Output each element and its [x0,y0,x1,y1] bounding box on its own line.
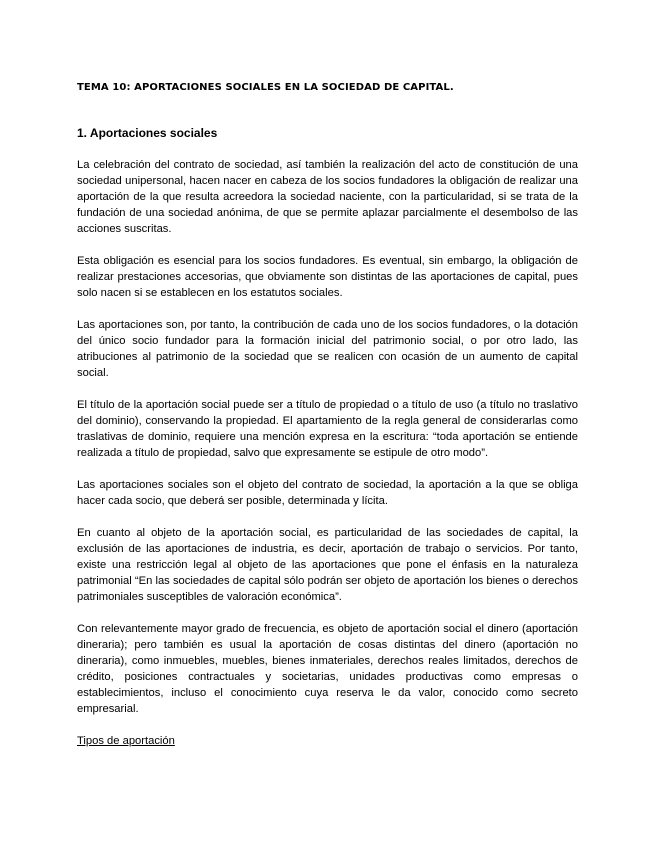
paragraph: Con relevantemente mayor grado de frecuencia, es objeto de aportación social el dinero (aportación dineraria); pero también es usual la aportación de cosas distintas del dinero (aportación no dineraria), como inmuebles, muebles, bienes inmateriales, derechos reales limitados, derechos de crédito, posiciones contractuales y societarias, unidades productivas como empresas o establecimientos, incluso el conocimiento cuya reserva le da valor, conocido como secreto empresarial. [77,623,578,715]
paragraph: Las aportaciones son, por tanto, la contribución de cada uno de los socios fundadores, o la dotación del único socio fundador para la formación inicial del patrimonio social, o por otro lado, las atribuciones al patrimonio de la sociedad que se realicen con ocasión de un aumento de capital social. [77,319,578,379]
paragraph: Esta obligación es esencial para los socios fundadores. Es eventual, sin embargo, la obligación de realizar prestaciones accesorias, que obviamente son distintas de las aportaciones de capital, pues solo nacen si se establecen en los estatutos sociales. [77,255,578,299]
section-heading: 1. Aportaciones sociales [77,126,218,140]
paragraph: La celebración del contrato de sociedad, así también la realización del acto de constitución de una sociedad unipersonal, hacen nacer en cabeza de los socios fundadores la obligación de realizar una aportación de la que resulta acreedora la sociedad naciente, con la particularidad, si se trata de la fundación de una sociedad anónima, de que se permite aplazar parcialmente el desembolso de las acciones suscritas. [77,159,578,235]
paragraph: En cuanto al objeto de la aportación social, es particularidad de las sociedades de capital, la exclusión de las aportaciones de industria, es decir, aportación de trabajo o servicios. Por tanto, existe una restricción legal al objeto de las aportaciones que pone el énfasis en la naturaleza patrimonial “En las sociedades de capital sólo podrán ser objeto de aportación los bienes o derechos patrimoniales susceptibles de valoración económica”. [77,527,578,603]
subheading: Tipos de aportación [77,735,175,747]
paragraph: El título de la aportación social puede ser a título de propiedad o a título de uso (a título no traslativo del dominio), conservando la propiedad. El apartamiento de la regla general de considerarlas como traslativas de dominio, requiere una mención expresa en la escritura: “toda aportación se entiende realizada a título de propiedad, salvo que expresamente se estipule de otro modo”. [77,399,578,459]
document-title: TEMA 10: APORTACIONES SOCIALES EN LA SOCIEDAD DE CAPITAL. [77,82,454,93]
paragraph: Las aportaciones sociales son el objeto del contrato de sociedad, la aportación a la que se obliga hacer cada socio, que deberá ser posible, determinada y lícita. [77,479,578,507]
document-body [77,157,578,749]
